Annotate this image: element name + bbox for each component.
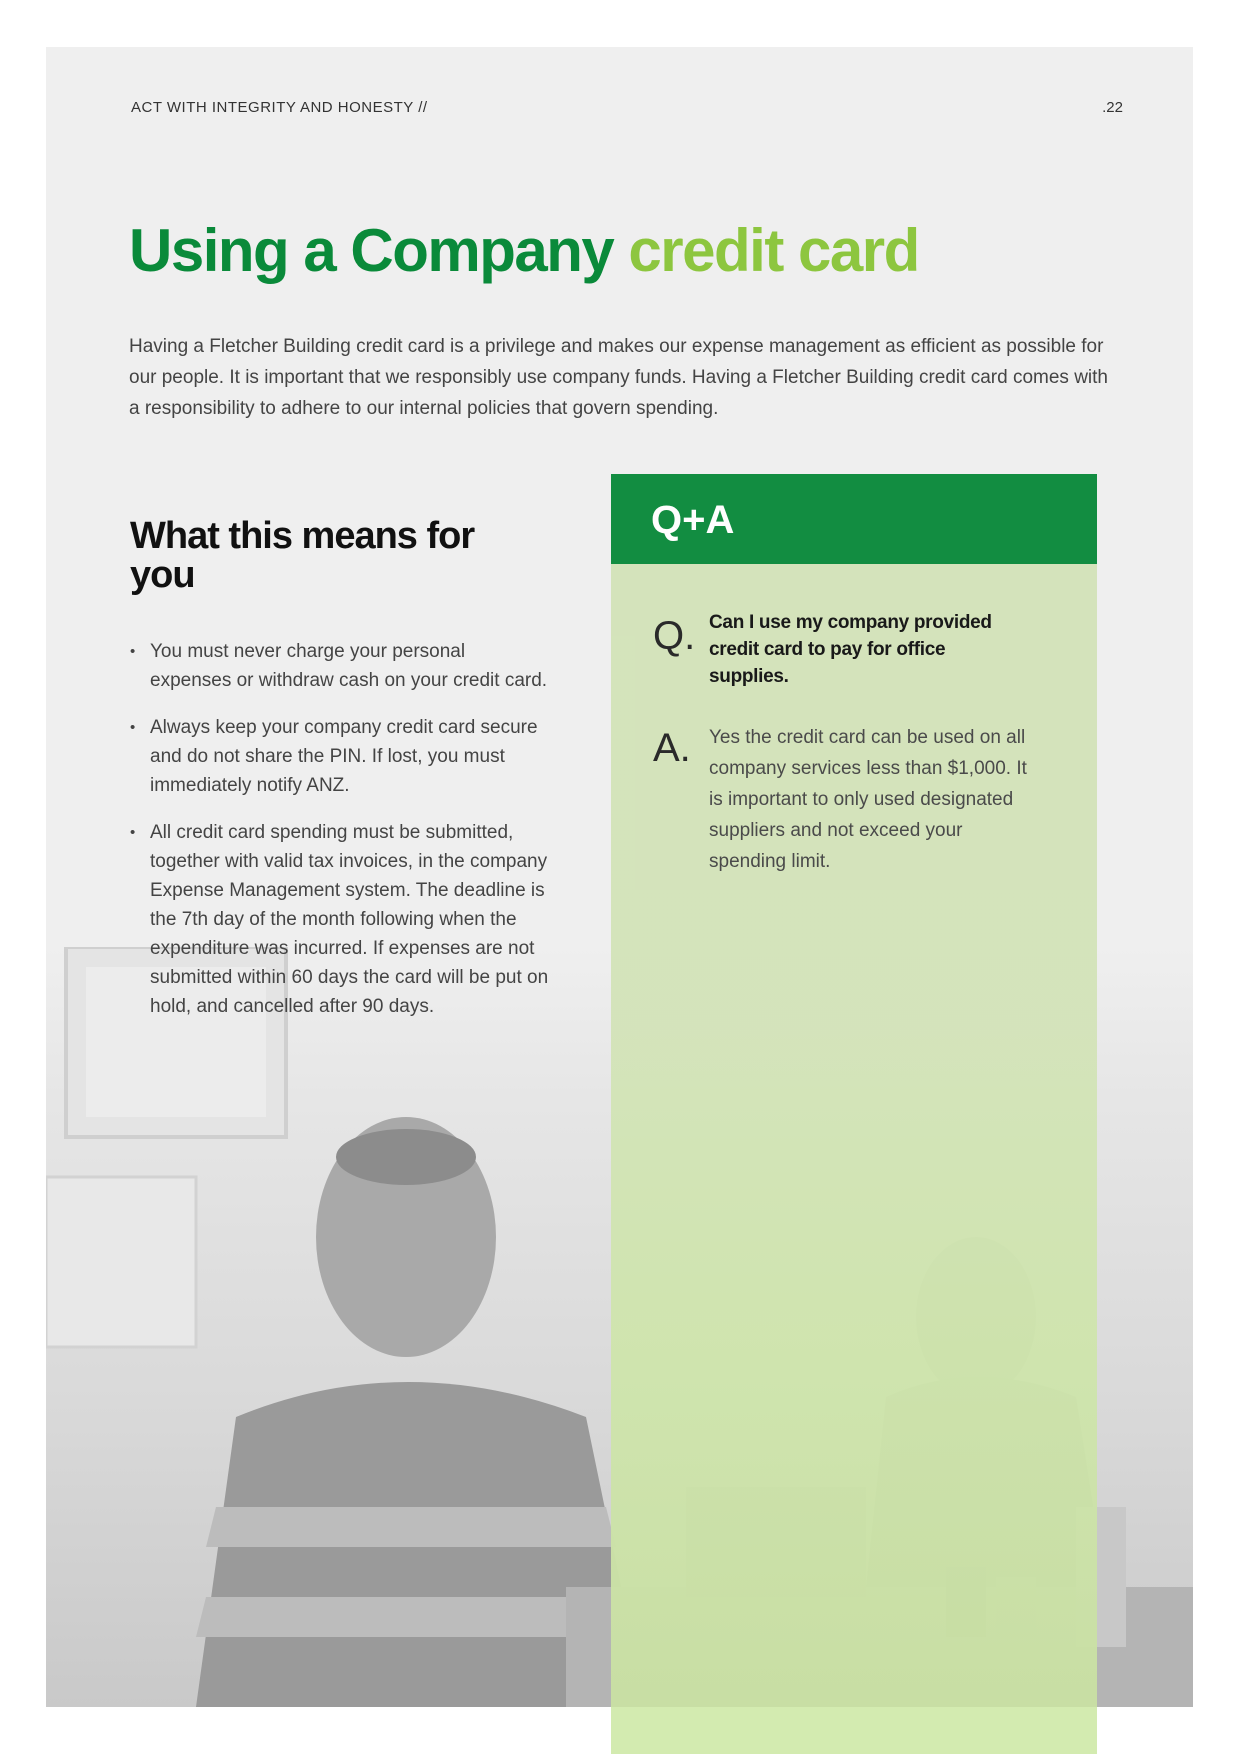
section-header: ACT WITH INTEGRITY AND HONESTY // [131,99,428,116]
title-part-2: credit card [628,217,919,284]
intro-paragraph: Having a Fletcher Building credit card is a privilege and makes our expense management as efficient as possible for our people. It is important that we responsibly use company funds. Having a Fletcher Building credit card comes with a responsibility to adhere to our internal policies that govern spending. [129,336,1108,419]
qa-header [611,474,1097,564]
page [46,47,1193,1707]
qa-title: Q+A [651,498,735,542]
bullet-icon: • [130,643,136,660]
bullet-text: You must never charge your personal expenses or withdraw cash on your credit card. [150,641,548,691]
qa-panel-bottom-strip [611,1707,1097,1754]
bullet-icon: • [130,719,136,736]
page-number: .22 [1102,99,1123,116]
bullet-icon: • [130,824,136,841]
list-item [130,713,550,800]
qa-panel [611,474,1097,1707]
question-text: Can I use my company provided credit card to pay for office supplies. [709,612,992,687]
bullet-text: All credit card spending must be submitted, together with valid tax invoices, in the company Expense Management system. The deadline is the 7th day of the month following when the expenditure was incurred. If expenses are not submitted within 60 days the card will be put on hold, and cancelled after 90 days. [150,822,549,1017]
bullet-text: Always keep your company credit card secure and do not share the PIN. If lost, you must immediately notify ANZ. [150,717,538,796]
what-this-means-heading: What this means for you [130,515,475,596]
page-title [129,217,919,284]
bullet-list [130,637,550,1039]
answer-marker: A. [653,726,691,770]
question-marker: Q. [653,614,696,658]
list-item [130,818,550,1021]
list-item [130,637,550,695]
answer-text: Yes the credit card can be used on all company services less than $1,000. It is important to only used designated suppliers and not exceed your spending limit. [709,727,1027,872]
title-part-1: Using a Company [129,217,614,284]
